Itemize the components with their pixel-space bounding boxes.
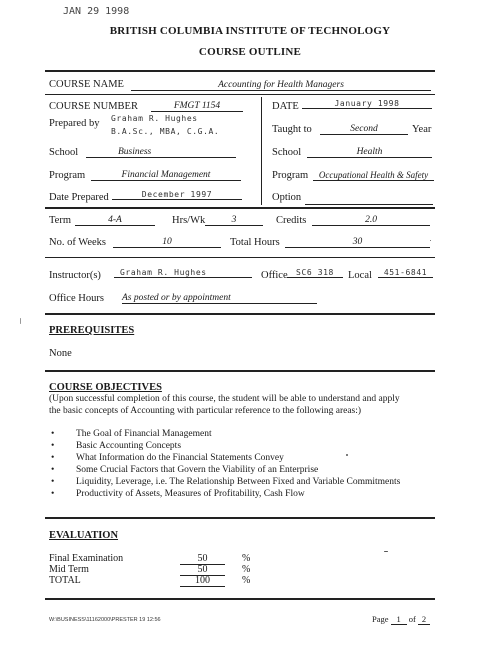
objective-item: • Liquidity, Leverage, i.e. The Relationship Between Fixed and Variable Commitments <box>49 476 400 488</box>
weeks-label: No. of Weeks <box>49 237 106 248</box>
weeks-value: 10 <box>113 237 221 248</box>
objective-item: • Some Crucial Factors that Govern the Viability of an Enterprise <box>49 464 400 476</box>
eval-final-unit: % <box>242 553 251 564</box>
thin-rule-1 <box>45 257 435 258</box>
year-label: Year <box>412 124 432 135</box>
taught-to-label: Taught to <box>272 124 312 135</box>
date-prepared-value: December 1997 <box>112 190 242 200</box>
mid-rule <box>45 207 435 209</box>
objectives-list <box>49 428 400 500</box>
term-label: Term <box>49 215 72 226</box>
objective-item: • What Information do the Financial Statements Convey <box>49 452 400 464</box>
course-number-value: FMGT 1154 <box>151 101 243 112</box>
objective-item: • Basic Accounting Concepts <box>49 440 400 452</box>
prerequisites-heading: PREREQUISITES <box>49 325 135 336</box>
total-hours-value: 30 <box>285 237 430 248</box>
scan-speck <box>20 318 21 324</box>
instructor-value: Graham R. Hughes <box>114 268 252 278</box>
objectives-heading: COURSE OBJECTIVES <box>49 382 162 393</box>
hrs-wk-value: 3 <box>205 215 263 226</box>
objectives-intro-line1: (Upon successful completion of this course, the student will be able to understand and apply <box>49 394 400 404</box>
term-value: 4-A <box>75 215 155 226</box>
objectives-intro-line2: the basic concepts of Accounting with particular reference to the following areas:) <box>49 406 362 416</box>
evaluation-heading: EVALUATION <box>49 530 119 541</box>
scan-speck <box>346 454 348 456</box>
page-label: Page <box>372 614 389 624</box>
eval-total-label: TOTAL <box>49 575 81 586</box>
scan-speck <box>384 551 388 552</box>
eval-total-value: 100 <box>180 575 225 587</box>
school-right-value: Health <box>307 147 432 158</box>
prepared-by-label: Prepared by <box>49 118 100 129</box>
option-label: Option <box>272 192 302 203</box>
credits-label: Credits <box>276 215 307 226</box>
instructor-label: Instructor(s) <box>49 270 101 281</box>
scan-speck <box>430 240 431 241</box>
course-name-value: Accounting for Health Managers <box>131 80 431 91</box>
eval-midterm-label: Mid Term <box>49 564 89 575</box>
option-value-blank <box>305 192 433 205</box>
institution-name: BRITISH COLUMBIA INSTITUTE OF TECHNOLOGY <box>109 25 391 37</box>
column-divider <box>261 97 262 205</box>
eval-midterm-unit: % <box>242 564 251 575</box>
local-value: 451-6841 <box>378 268 433 278</box>
page-indicator <box>372 614 430 625</box>
program-right-value: Occupational Health & Safety <box>313 170 434 181</box>
school-left-value: Business <box>86 147 236 158</box>
eval-midterm-value: 50 <box>180 564 225 576</box>
local-label: Local <box>348 270 372 281</box>
program-left-label: Program <box>49 170 86 181</box>
office-label: Office <box>261 270 288 281</box>
top-rule <box>45 70 435 72</box>
date-value: January 1998 <box>302 99 432 109</box>
eval-final-value: 50 <box>180 553 225 565</box>
objective-item: • The Goal of Financial Management <box>49 428 400 440</box>
total-hours-label: Total Hours <box>230 237 280 248</box>
program-left-value: Financial Management <box>91 170 241 181</box>
rule-before-objectives <box>45 370 435 372</box>
document-title: COURSE OUTLINE <box>198 46 302 58</box>
office-hours-value: As posted or by appointment <box>122 293 317 304</box>
course-name-label: COURSE NAME <box>49 79 124 90</box>
prerequisites-text: None <box>49 348 72 359</box>
school-left-label: School <box>49 147 79 158</box>
eval-final-label: Final Examination <box>49 553 124 564</box>
credits-value: 2.0 <box>312 215 430 226</box>
rule-before-prereq <box>45 313 435 315</box>
taught-to-value: Second <box>320 124 408 135</box>
of-label: of <box>408 614 416 624</box>
objective-item: • Productivity of Assets, Measures of Profitability, Cash Flow <box>49 488 400 500</box>
office-value: SC6 318 <box>287 268 343 278</box>
date-label: DATE <box>272 101 299 112</box>
page-number: 1 <box>391 614 407 625</box>
program-right-label: Program <box>272 170 309 181</box>
eval-total-unit: % <box>242 575 251 586</box>
course-number-label: COURSE NUMBER <box>49 101 138 112</box>
date-prepared-label: Date Prepared <box>49 192 109 203</box>
received-date-stamp: JAN 29 1998 <box>63 6 130 17</box>
course-name-rule <box>45 94 435 95</box>
footer-file-path: W:\BUSINESS\11162000\PRESTER 19 12:56 <box>49 617 161 623</box>
bottom-rule <box>45 598 435 600</box>
page-total: 2 <box>418 614 430 625</box>
hrs-wk-label: Hrs/Wk <box>172 215 206 226</box>
school-right-label: School <box>272 147 302 158</box>
prepared-by-name: Graham R. Hughes <box>111 114 198 123</box>
rule-before-evaluation <box>45 517 435 519</box>
office-hours-label: Office Hours <box>49 293 104 304</box>
prepared-by-credentials: B.A.Sc., MBA, C.G.A. <box>111 127 220 136</box>
